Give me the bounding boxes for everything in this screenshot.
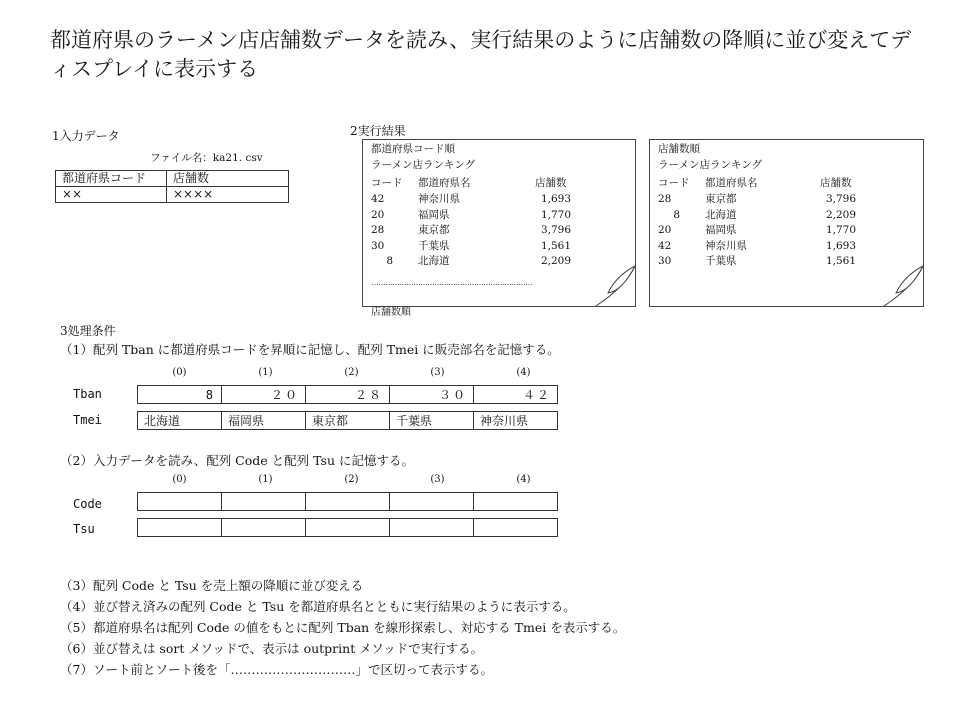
right-col-name: 都道府県名 — [705, 177, 758, 189]
tban-array — [137, 385, 558, 404]
condition-2: （2）入力データを読み、配列 Code と配列 Tsu に記憶する。 — [60, 453, 414, 468]
tsu-cell — [305, 518, 390, 537]
result-prefecture: 福岡県 — [705, 224, 737, 237]
tsu-label: Tsu — [73, 522, 95, 536]
left-col-code: コード — [371, 177, 403, 189]
input-filename: ファイル名：ka21. csv — [150, 152, 263, 164]
result-code: 42 — [658, 239, 672, 252]
left-overflow-text: 店舗数順 — [371, 307, 411, 318]
page-curl-icon — [884, 266, 924, 307]
result-code: 28 — [371, 224, 385, 237]
array-index-label: (4) — [516, 367, 531, 378]
tsu-cell — [389, 518, 474, 537]
left-col-count: 店舗数 — [535, 177, 567, 189]
result-heading: 2実行結果 — [350, 124, 406, 138]
code-cell — [473, 492, 558, 511]
right-col-code: コード — [658, 177, 690, 189]
array-index-label: (3) — [430, 367, 445, 378]
code-label: Code — [73, 497, 102, 511]
array-index-label: (2) — [344, 474, 359, 485]
tban-cell: ３０ — [389, 385, 474, 404]
code-cell — [221, 492, 306, 511]
page-title: 都道府県のラーメン店店舗数データを読み、実行結果のように店舗数の降順に並び変えてディスプレイに表示する — [50, 28, 912, 81]
tban-cell: ２０ — [221, 385, 306, 404]
tmei-cell: 千葉県 — [389, 411, 474, 430]
input-value-count: ×××× — [167, 187, 289, 203]
array-index-label: (4) — [516, 474, 531, 485]
tmei-cell: 神奈川県 — [473, 411, 558, 430]
condition-1: （1）配列 Tban に都道府県コードを昇順に記憶し、配列 Tmei に販売部名を記憶する。 — [60, 342, 560, 357]
result-code: 30 — [371, 239, 385, 252]
tsu-cell — [473, 518, 558, 537]
result-count: 1,693 — [540, 193, 571, 205]
condition-5: （5）都道府県名は配列 Code の値をもとに配列 Tban を線形探索し、対応する Tmei を表示する。 — [60, 620, 626, 635]
result-prefecture: 神奈川県 — [705, 239, 747, 252]
left-line2: ラーメン店ランキング — [371, 159, 476, 171]
condition-3: （3）配列 Code と Tsu を売上額の降順に並び変える — [60, 578, 364, 593]
left-col-name: 都道府県名 — [418, 177, 471, 189]
array-index-label: (3) — [430, 474, 445, 485]
input-header-count: 店舗数 — [167, 171, 289, 187]
result-code: 20 — [658, 224, 672, 237]
result-sheet-code-order — [362, 139, 636, 318]
result-count: 1,693 — [825, 239, 856, 252]
tmei-cell: 北海道 — [137, 411, 222, 430]
tban-cell: ２８ — [305, 385, 390, 404]
code-array — [137, 492, 558, 511]
tban-label: Tban — [73, 387, 102, 401]
result-count: 3,796 — [825, 193, 856, 205]
array-index-label: (2) — [344, 367, 359, 378]
left-separator: …………………………………………………………… — [371, 278, 532, 287]
tban-cell: ４２ — [473, 385, 558, 404]
tban-cell: 8 — [137, 385, 222, 404]
tmei-label: Tmei — [73, 413, 102, 427]
result-code: 28 — [658, 193, 672, 205]
right-col-count: 店舗数 — [820, 177, 852, 189]
tmei-array — [137, 411, 558, 430]
result-code: 8 — [386, 255, 393, 268]
tsu-cell — [137, 518, 222, 537]
tsu-cell — [221, 518, 306, 537]
result-count: 2,209 — [540, 255, 571, 268]
left-line1: 都道府県コード順 — [371, 143, 455, 155]
result-count: 1,561 — [540, 239, 571, 252]
result-prefecture: 福岡県 — [418, 208, 450, 221]
code-cell — [305, 492, 390, 511]
code-cell — [137, 492, 222, 511]
array-index-label: (0) — [172, 474, 187, 485]
array-index-label: (1) — [258, 474, 273, 485]
result-prefecture: 千葉県 — [705, 255, 737, 268]
tsu-array — [137, 518, 558, 537]
input-table — [55, 170, 289, 203]
result-code: 42 — [371, 193, 385, 205]
page-curl-icon — [596, 266, 636, 307]
array-index-label: (0) — [172, 367, 187, 378]
result-prefecture: 北海道 — [418, 255, 450, 268]
condition-7: （7）ソート前とソート後を「…………………………」で区切って表示する。 — [60, 662, 493, 677]
condition-6: （6）並び替えは sort メソッドで、表示は outprint メソッドで実行する。 — [60, 641, 484, 656]
tmei-cell: 福岡県 — [221, 411, 306, 430]
input-heading: 1入力データ — [52, 129, 120, 143]
result-sheet-count-order — [649, 139, 924, 307]
result-prefecture: 北海道 — [705, 208, 737, 221]
processing-heading: 3処理条件 — [60, 324, 116, 338]
result-count: 2,209 — [825, 208, 856, 221]
result-count: 1,770 — [540, 208, 571, 221]
array-index-label: (1) — [258, 367, 273, 378]
input-header-code: 都道府県コード — [56, 171, 167, 187]
tmei-cell: 東京都 — [305, 411, 390, 430]
condition-4: （4）並び替え済みの配列 Code と Tsu を都道府県名とともに実行結果のように表示する。 — [60, 599, 576, 614]
result-prefecture: 千葉県 — [418, 239, 450, 252]
result-prefecture: 東京都 — [705, 193, 737, 205]
result-code: 30 — [658, 255, 672, 268]
code-cell — [389, 492, 474, 511]
result-prefecture: 東京都 — [418, 224, 450, 237]
result-prefecture: 神奈川県 — [418, 193, 460, 205]
result-count: 1,561 — [825, 255, 856, 268]
result-code: 20 — [371, 208, 385, 221]
input-value-code: ×× — [56, 187, 167, 203]
result-code: 8 — [673, 208, 680, 221]
right-line2: ラーメン店ランキング — [658, 159, 763, 171]
result-count: 1,770 — [825, 224, 856, 237]
result-count: 3,796 — [540, 224, 571, 237]
right-line1: 店舗数順 — [658, 143, 700, 155]
